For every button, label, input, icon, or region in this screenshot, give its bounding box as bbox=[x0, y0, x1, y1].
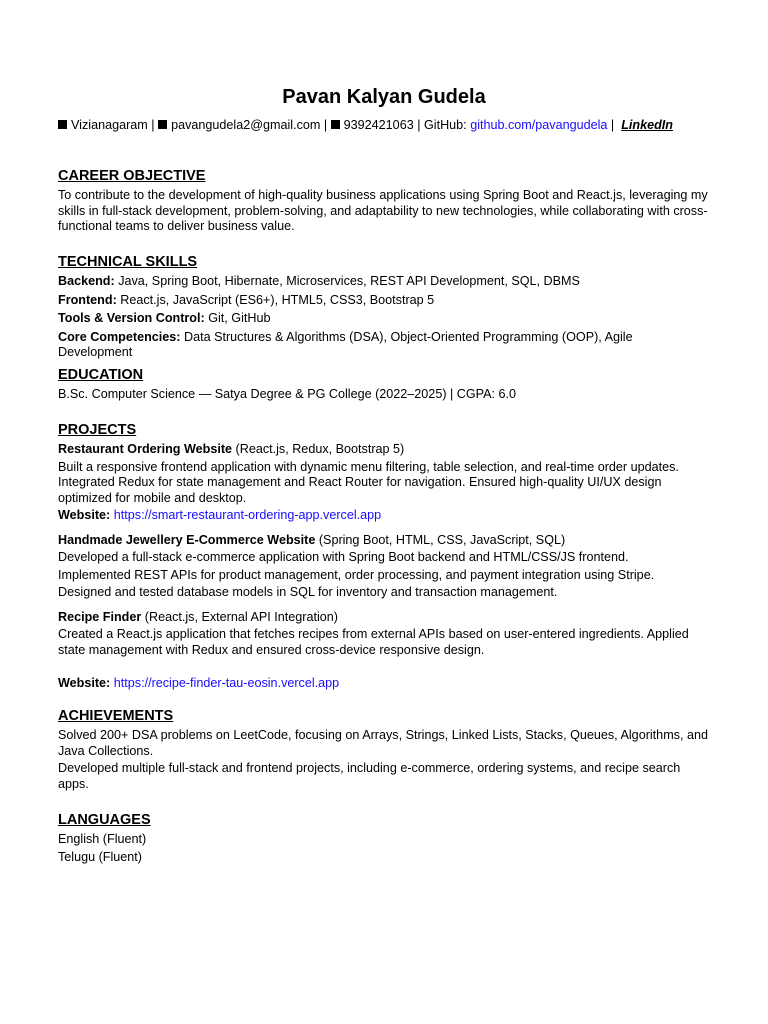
education-text: B.Sc. Computer Science — Satya Degree & PG College (2022–2025) | CGPA: 6.0 bbox=[58, 387, 517, 401]
achievements-heading: ACHIEVEMENTS bbox=[58, 708, 174, 724]
education-section bbox=[58, 366, 710, 403]
project-tech: (React.js, External API Integration) bbox=[144, 609, 338, 624]
project-description-line: Implemented REST APIs for product management, order processing, and payment integration using Stripe. bbox=[58, 567, 655, 582]
language-item: English (Fluent) bbox=[58, 832, 147, 846]
website-label: Website: bbox=[58, 508, 111, 522]
language-item: Telugu (Fluent) bbox=[58, 849, 142, 864]
project-title: Handmade Jewellery E-Commerce Website bbox=[58, 532, 316, 547]
project-website-line bbox=[58, 508, 710, 524]
email[interactable]: pavangudela2@gmail.com bbox=[171, 118, 321, 132]
project-title-line bbox=[58, 442, 710, 458]
phone-bullet-icon bbox=[331, 120, 340, 129]
candidate-name: Pavan Kalyan Gudela bbox=[282, 86, 486, 108]
skill-label: Core Competencies: bbox=[58, 329, 181, 344]
skill-label: Backend: bbox=[58, 274, 115, 288]
projects-heading: PROJECTS bbox=[58, 422, 137, 438]
project-website-line bbox=[58, 676, 710, 692]
project-website-link[interactable]: https://smart-restaurant-ordering-app.vercel.app bbox=[113, 508, 382, 522]
skill-value: Data Structures & Algorithms (DSA), Object-Oriented Programming (OOP), Agile Development bbox=[58, 329, 633, 359]
project-tech: (React.js, Redux, Bootstrap 5) bbox=[235, 442, 405, 456]
project-title-line bbox=[58, 533, 710, 549]
achievements-section bbox=[58, 707, 710, 792]
project-website-link[interactable]: https://recipe-finder-tau-eosin.vercel.app bbox=[113, 676, 340, 690]
skill-row bbox=[58, 274, 710, 290]
project-tech: (Spring Boot, HTML, CSS, JavaScript, SQL) bbox=[318, 532, 566, 547]
project-title: Restaurant Ordering Website bbox=[58, 442, 233, 456]
achievement-item: Solved 200+ DSA problems on LeetCode, focusing on Arrays, Strings, Linked Lists, Stacks, Queues, Algorithms, and Java Collections. bbox=[58, 728, 708, 758]
contact-line: Vizianagaram | pavangudela2@gmail.com | 9392421063 | GitHub: github.com/pavangudela | LinkedIn bbox=[58, 118, 710, 132]
github-link[interactable]: github.com/pavangudela bbox=[470, 118, 608, 132]
github-label: GitHub: bbox=[423, 118, 467, 132]
website-label: Website: bbox=[58, 676, 111, 690]
technical-skills-section bbox=[58, 253, 710, 361]
skill-value: Java, Spring Boot, Hibernate, Microservices, REST API Development, SQL, DBMS bbox=[118, 274, 580, 288]
project-description-line: Designed and tested database models in SQL for inventory and transaction management. bbox=[58, 585, 558, 599]
career-objective-section bbox=[58, 167, 710, 235]
linkedin-link[interactable]: LinkedIn bbox=[621, 118, 673, 132]
projects-section bbox=[58, 421, 710, 692]
education-heading: EDUCATION bbox=[58, 367, 144, 383]
location: Vizianagaram bbox=[71, 118, 148, 132]
skill-row bbox=[58, 330, 710, 361]
languages-section bbox=[58, 811, 710, 865]
project-title: Recipe Finder bbox=[58, 609, 142, 624]
project-description-line: Developed a full-stack e-commerce application with Spring Boot backend and HTML/CSS/JS frontend. bbox=[58, 550, 629, 564]
career-objective-heading: CAREER OBJECTIVE bbox=[58, 168, 206, 184]
email-bullet-icon bbox=[158, 120, 167, 129]
technical-skills-heading: TECHNICAL SKILLS bbox=[58, 254, 198, 270]
skill-row bbox=[58, 293, 710, 309]
skill-label: Tools & Version Control: bbox=[58, 311, 205, 325]
career-objective-text: To contribute to the development of high-quality business applications using Spring Boot and React.js, leveraging my skills in full-stack development, problem-solving, and adaptability to new technologies, while collaborating with cross-functional teams to deliver business value. bbox=[58, 188, 708, 233]
languages-heading: LANGUAGES bbox=[58, 812, 151, 828]
project-description: Created a React.js application that fetches recipes from external APIs based on user-entered ingredients. Applied state management with Redux and ensured cross-device responsive design. bbox=[58, 627, 689, 657]
skill-label: Frontend: bbox=[58, 292, 117, 307]
skill-row bbox=[58, 311, 710, 327]
skill-value: Git, GitHub bbox=[208, 311, 271, 325]
project-description: Built a responsive frontend application with dynamic menu filtering, table selection, and real-time order updates. Integrated Redux for state management and React Router for navigation. Ensured high-quality UI/UX design optimized for mobile and desktop. bbox=[58, 459, 679, 505]
achievement-item: Developed multiple full-stack and frontend projects, including e-commerce, ordering systems, and recipe search apps. bbox=[58, 761, 681, 791]
phone: 9392421063 bbox=[343, 118, 414, 132]
project-title-line bbox=[58, 610, 710, 626]
location-bullet-icon bbox=[58, 120, 67, 129]
skill-value: React.js, JavaScript (ES6+), HTML5, CSS3, Bootstrap 5 bbox=[120, 292, 435, 307]
